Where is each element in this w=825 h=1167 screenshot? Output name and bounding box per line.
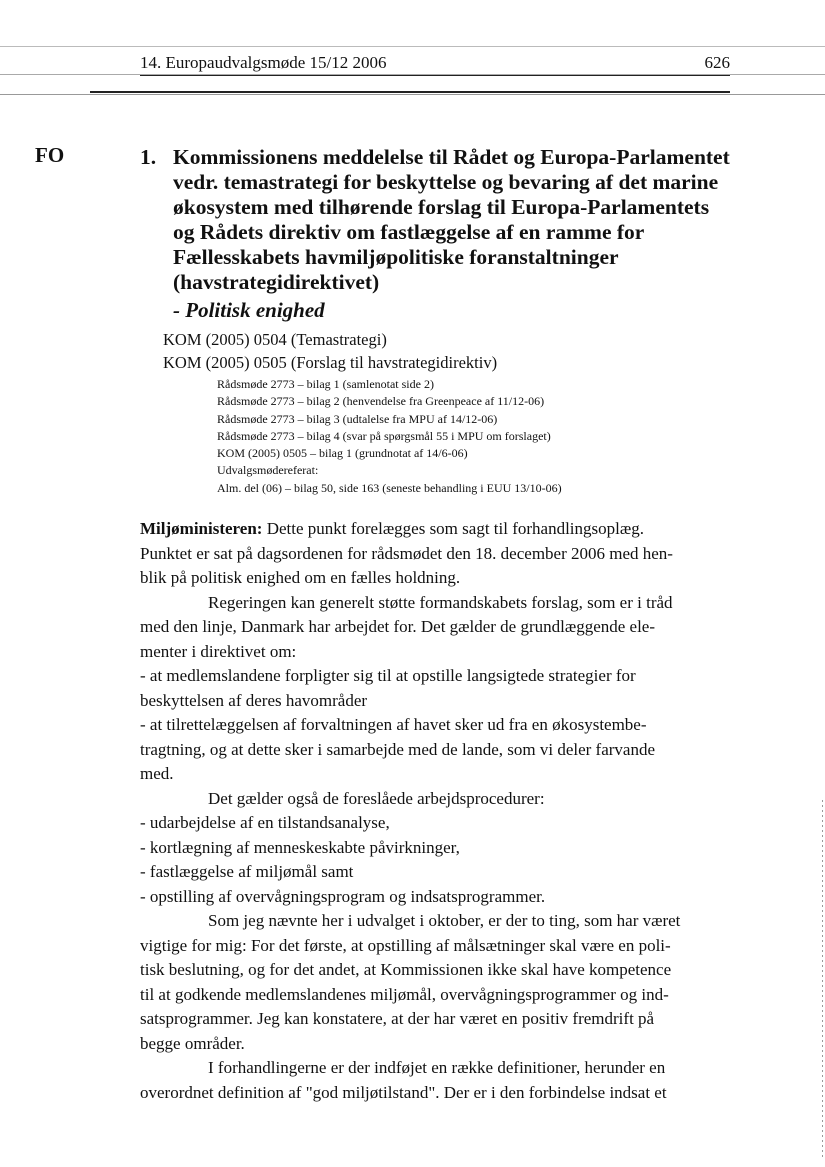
ref-line: KOM (2005) 0505 – bilag 1 (grundnotat af 14/6-06) [217,446,468,461]
scan-rule [0,94,825,95]
header-rule [90,91,730,93]
header-underline [140,75,730,76]
body-text-line: Det gælder også de foreslåede arbejdsprocedurer: [208,788,545,808]
body-text-line: tragtning, og at dette sker i samarbejde med de lande, som vi deler farvande [140,739,656,759]
page-number: 626 [704,53,730,72]
body-text-line: med. [140,764,174,783]
body-text-line: - at tilrettelæggelsen af forvaltningen af havet sker ud fra en økosystembe- [140,715,647,734]
body-text-line: begge områder. [140,1033,245,1053]
ref-line: Udvalgsmødereferat: [217,463,319,478]
ref-line: Rådsmøde 2773 – bilag 4 (svar på spørgsmål 55 i MPU om forslaget) [217,428,551,443]
body-text-line: Punktet er sat på dagsordenen for rådsmødet den 18. december 2006 med hen- [140,543,673,563]
body-text-line: menter i direktivet om: [140,641,297,661]
kom-line: KOM (2005) 0504 (Temastrategi) [163,330,387,349]
margin-label: FO [35,143,65,167]
body-text-line: vigtige for mig: For det første, at opstilling af målsætninger skal være en poli- [140,935,671,955]
body-text-line: satsprogrammer. Jeg kan konstatere, at der har været en positiv fremdrift på [140,1009,655,1028]
body-text-line: - fastlæggelse af miljømål samt [140,862,354,881]
scan-edge [822,800,823,1160]
ref-line: Rådsmøde 2773 – bilag 2 (henvendelse fra Greenpeace af 11/12-06) [217,394,545,409]
body-text-line: blik på politisk enighed om en fælles holdning. [140,568,461,587]
document-references [217,376,562,497]
body-text-line: I forhandlingerne er der indføjet en række definitioner, herunder en [208,1058,666,1077]
body-text [140,517,740,1105]
body-first-line [140,517,740,542]
title-line: og Rådets direktiv om fastlæggelse af en ramme for [173,220,645,244]
kom-line: KOM (2005) 0505 (Forslag til havstrategidirektiv) [163,353,498,372]
item-subtitle: - Politisk enighed [173,298,325,322]
body-text-line: - udarbejdelse af en tilstandsanalyse, [140,813,390,832]
body-text-line: med den linje, Danmark har arbejdet for. Det gælder de grundlæggende ele- [140,617,656,636]
body-text-line: - at medlemslandene forpligter sig til at opstille langsigtede strategier for [140,666,636,685]
ref-line: Rådsmøde 2773 – bilag 3 (udtalelse fra MPU af 14/12-06) [217,411,498,426]
body-text-line: beskyttelsen af deres havområder [140,690,368,710]
body-text-line: Som jeg nævnte her i udvalget i oktober, er der to ting, som har været [208,911,681,930]
item-number: 1. [140,145,157,169]
body-text-line: - kortlægning af menneskeskabte påvirkninger, [140,837,460,857]
scan-top-rule [0,46,825,47]
body-text-line: tisk beslutning, og for det andet, at Kommissionen ikke skal have kompetence [140,960,672,979]
body-text-line: - opstilling af overvågningsprogram og indsatsprogrammer. [140,886,546,906]
title-line: vedr. temastrategi for beskyttelse og bevaring af det marine [173,170,719,194]
title-line: Fællesskabets havmiljøpolitiske foranstaltninger [173,245,619,269]
body-text-line: overordnet definition af "god miljøtilstand". Der er i den forbindelse indsat et [140,1082,667,1102]
ref-line: Alm. del (06) – bilag 50, side 163 (seneste behandling i EUU 13/10-06) [217,480,562,495]
body-text-line: Dette punkt forelægges som sagt til forhandlingsoplæg. [262,519,644,538]
item-title [140,145,780,295]
kom-references [163,328,497,374]
title-line: Kommissionens meddelelse til Rådet og Europa-Parlamentet [173,145,730,169]
speaker-label: Miljøministeren: [140,519,263,538]
page-header [140,53,730,73]
ref-line: Rådsmøde 2773 – bilag 1 (samlenotat side 2) [217,377,434,391]
title-line: økosystem med tilhørende forslag til Europa-Parlamentets [173,195,710,219]
body-text-line: Regeringen kan generelt støtte formandskabets forslag, som er i tråd [208,592,673,612]
title-lines [173,145,730,295]
header-title: 14. Europaudvalgsmøde 15/12 2006 [140,53,387,72]
title-line: (havstrategidirektivet) [173,270,380,294]
body-text-line: til at godkende medlemslandenes miljømål, overvågningsprogrammer og ind- [140,984,669,1004]
